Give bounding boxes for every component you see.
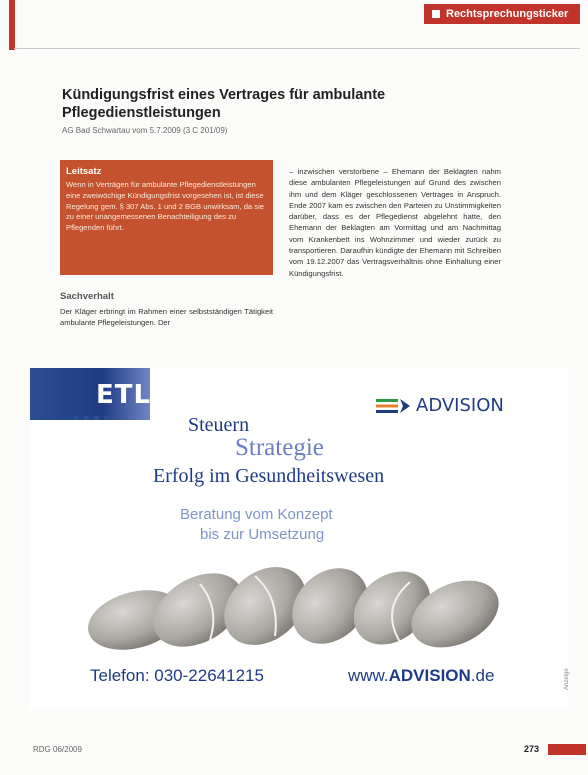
ad-telefon: Telefon: 030-22641215 — [90, 666, 264, 685]
left-accent-bar — [9, 0, 15, 50]
leitsatz-box — [60, 160, 273, 275]
ad-line-beratung-2: bis zur Umsetzung — [200, 526, 325, 543]
ad-line-steuern: Steuern — [188, 414, 250, 436]
stones-image — [80, 548, 520, 658]
advision-logo — [376, 395, 504, 416]
etl-logo-text: ETL — [96, 380, 152, 410]
sachverhalt-text: Der Kläger erbringt im Rahmen einer selbstständigen Tätigkeit ambulante Pflegeleistungen. Der — [60, 307, 273, 327]
ad-line-erfolg: Erfolg im Gesundheitswesen — [153, 465, 385, 487]
ad-website — [348, 666, 494, 686]
footer-issue: RDG 06/2009 — [33, 745, 82, 754]
article-column-2: – inzwischen verstorbene – Ehemann der Beklagten nahm diese ambulanten Pflegeleistungen auf Grund des zwischen ihm und dem Kläger geschlossenen Vertrages in Anspruch. Ende 2007 kam es zwischen den Parteien zu Unstimmigkeiten darüber, dass es der Pflegedienst abgelehnt hatte, den Ehemann der Beklagten am Vormittag und am Nachmittag vom Krankenbett ins Wohnzimmer und wieder zurück zu transportieren. Daraufhin kündigte der Ehemann mit Schreiben vom 19.12.2007 das Vertragsverhältnis ohne Einhaltung einer Kündigungsfrist. — [289, 167, 501, 278]
ad-line-beratung-1: Beratung vom Konzept — [180, 506, 333, 523]
advision-logo-text: ADVISION — [416, 395, 504, 416]
ad-line-strategie: Strategie — [235, 434, 324, 461]
ad-website-prefix: www. — [348, 666, 389, 685]
article-citation: AG Bad Schwartau vom 5.7.2009 (3 C 201/09) — [62, 126, 228, 135]
ad-website-suffix: .de — [470, 666, 495, 685]
section-tag-label: Rechtsprechungsticker — [446, 8, 569, 20]
anzeige-label: Anzeige — [564, 668, 570, 690]
etl-logo — [30, 368, 150, 420]
ad-website-brand: ADVISION — [388, 666, 471, 685]
page-number: 273 — [524, 744, 540, 754]
sachverhalt-heading: Sachverhalt — [60, 291, 114, 302]
article-title: Kündigungsfrist eines Vertrages für ambulante Pflegedienstleistungen — [62, 87, 386, 121]
top-rule — [14, 48, 580, 49]
etl-dots — [74, 416, 109, 420]
leitsatz-heading: Leitsatz — [66, 166, 102, 177]
section-tag — [424, 4, 580, 24]
leitsatz-text: Wenn in Verträgen für ambulante Pflegedienstleistungen eine zweiwöchige Kündigungsfrist vorgesehen ist, ist diese Regelung gem. § 307 Abs. 1 und 2 BGB unwirksam, da sie zu einer unangemessenen Benachteiligung des zu Pflegenden führt. — [66, 180, 264, 233]
advertisement — [30, 368, 568, 708]
advision-arrow-icon — [376, 398, 412, 414]
square-icon — [432, 10, 440, 18]
footer-accent-bar — [548, 744, 586, 755]
